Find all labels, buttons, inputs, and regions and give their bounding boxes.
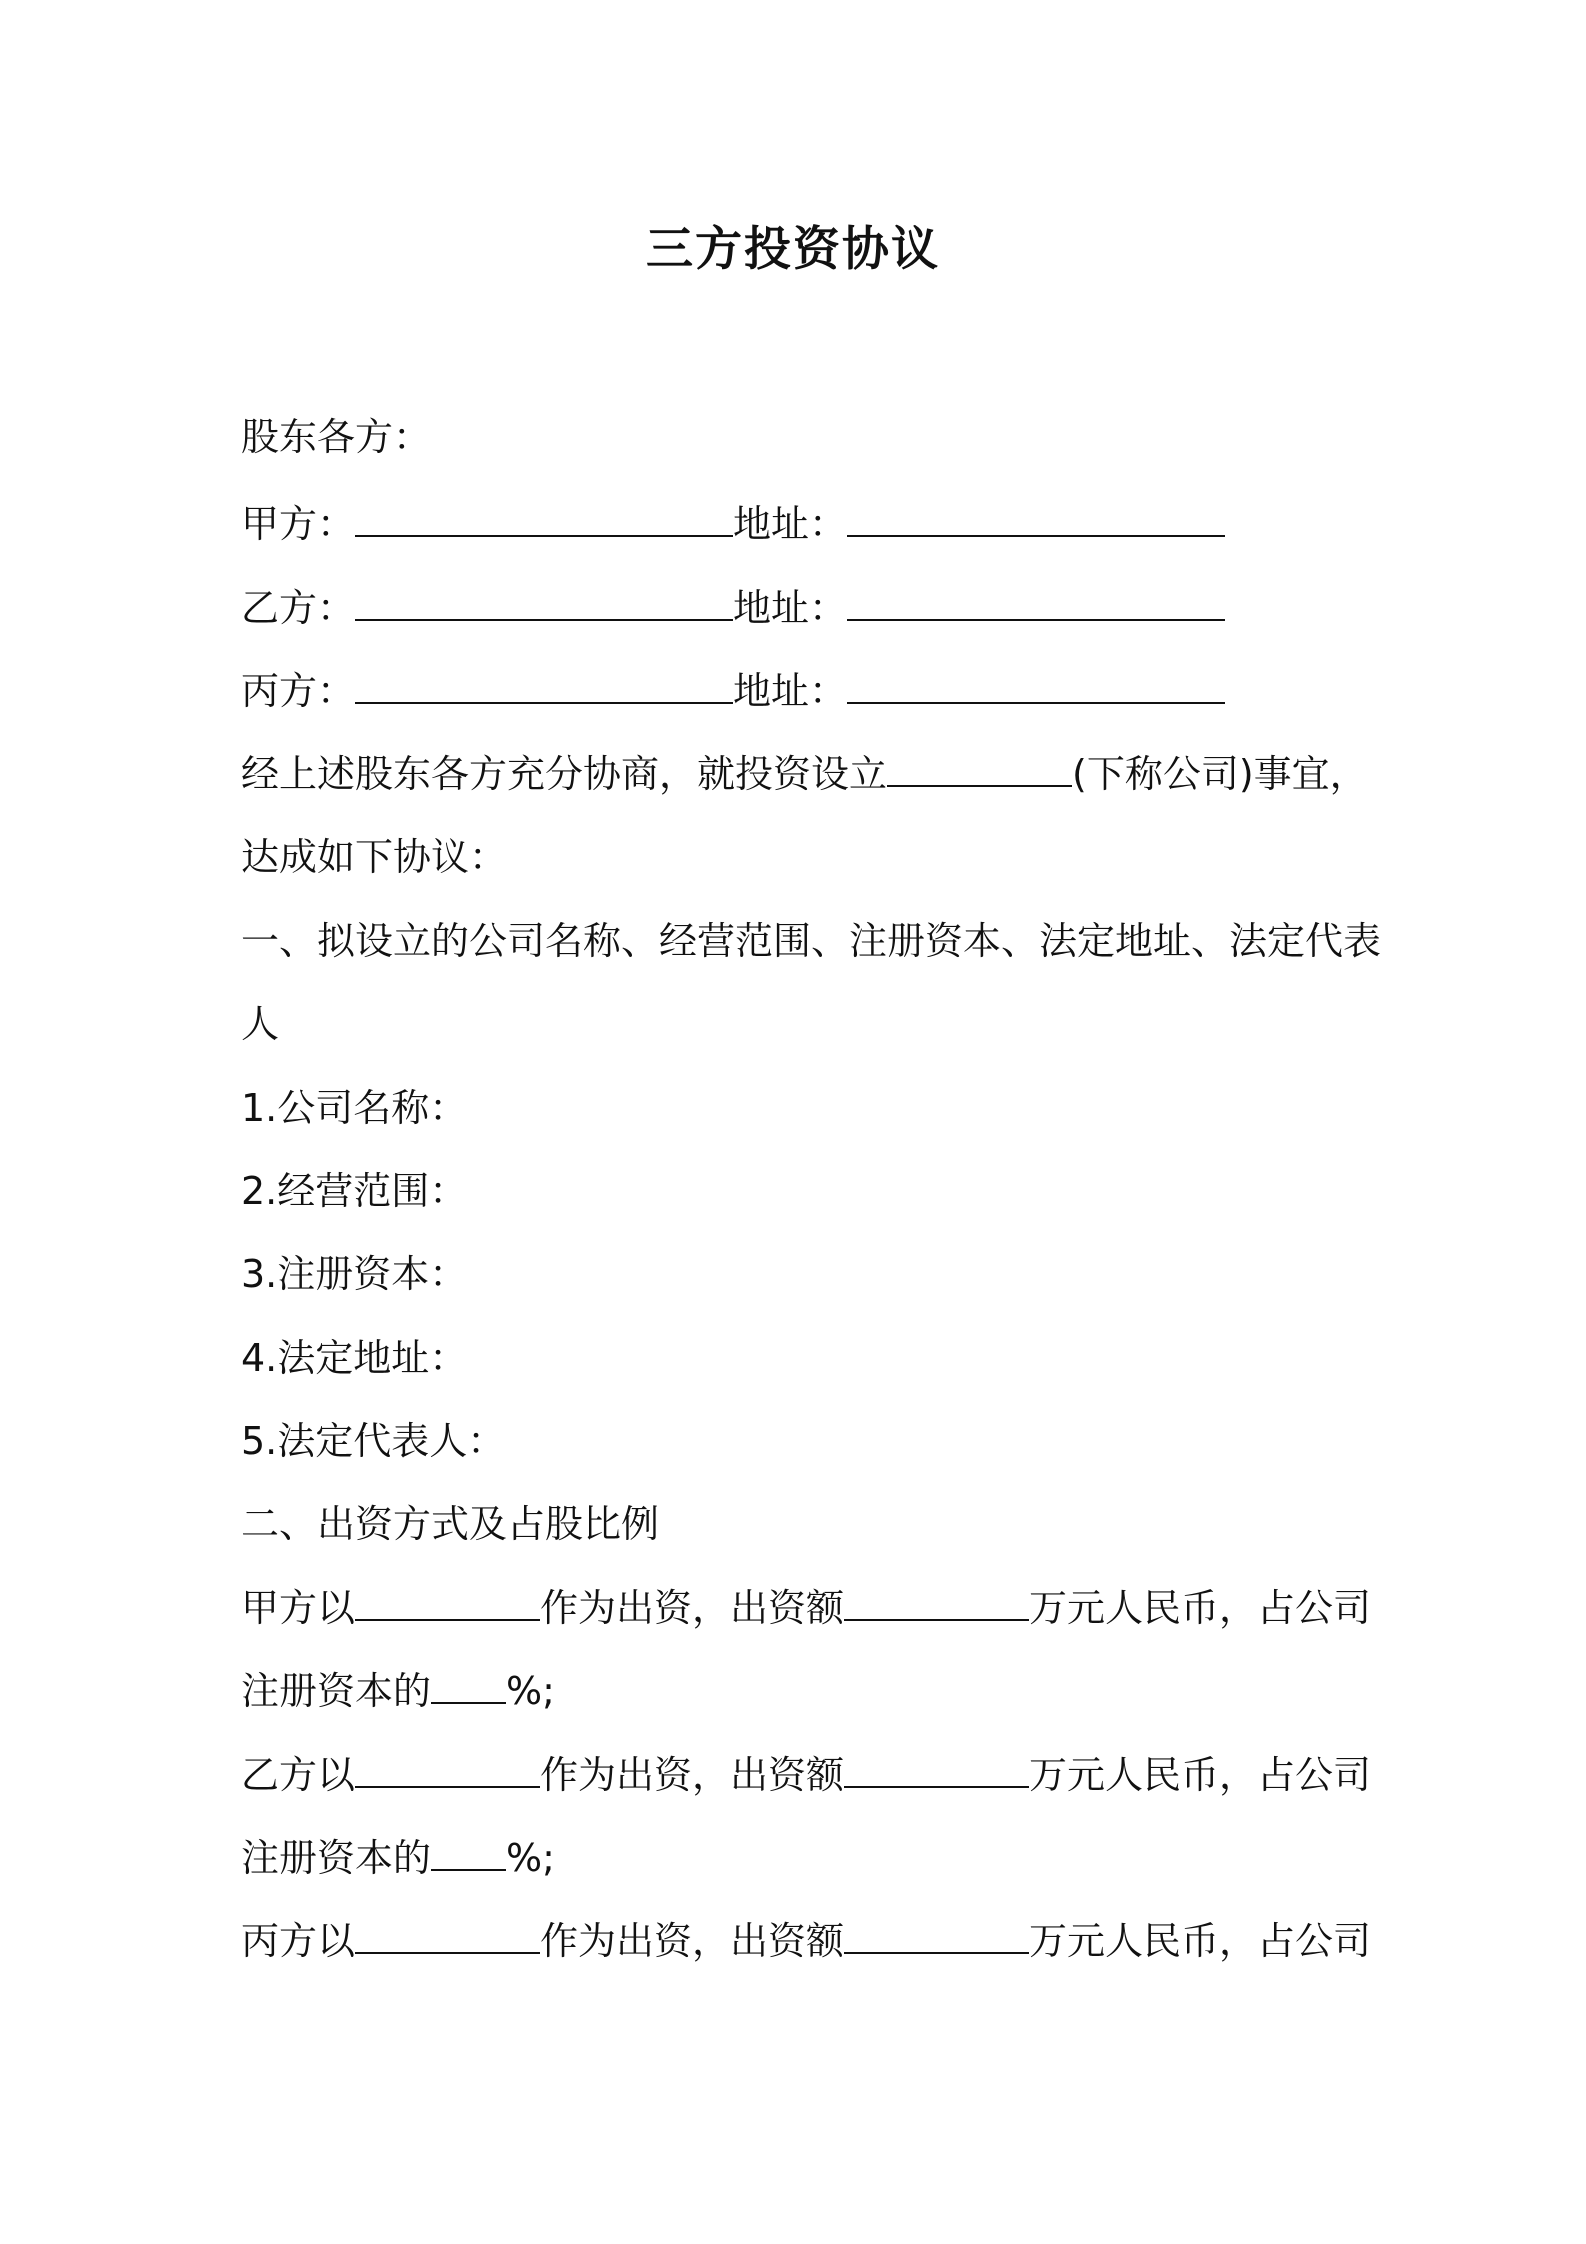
- contribution-b-amount-blank[interactable]: [844, 1750, 1029, 1788]
- contribution-a-share-blank[interactable]: [431, 1666, 506, 1704]
- contribution-a-method-blank[interactable]: [355, 1583, 540, 1621]
- contribution-b-mid: 作为出资，出资额: [540, 1753, 845, 1797]
- contribution-c-mid: 作为出资，出资额: [540, 1919, 845, 1963]
- party-b-address-blank[interactable]: [847, 583, 1225, 621]
- contribution-c-line-1: [241, 1916, 1371, 1966]
- document-title: 三方投资协议: [646, 222, 940, 277]
- contribution-c-method-blank[interactable]: [355, 1916, 540, 1954]
- party-a-row: [241, 499, 1225, 549]
- party-a-address-label: 地址：: [733, 502, 848, 546]
- contribution-b-tail: 万元人民币，占公司: [1029, 1753, 1372, 1797]
- item-business-scope: 2.经营范围：: [241, 1169, 468, 1213]
- contribution-b-party: 乙方以: [241, 1753, 356, 1797]
- contribution-a-share-pre: 注册资本的: [241, 1669, 432, 1713]
- party-a-name-blank[interactable]: [355, 499, 733, 537]
- contribution-b-share-pre: 注册资本的: [241, 1836, 432, 1880]
- party-c-name-blank[interactable]: [355, 666, 733, 704]
- party-a-label: 甲方：: [241, 502, 356, 546]
- contribution-c-party: 丙方以: [241, 1919, 356, 1963]
- party-a-address-blank[interactable]: [847, 499, 1225, 537]
- item-registered-capital: 3.注册资本：: [241, 1252, 468, 1296]
- contribution-a-mid: 作为出资，出资额: [540, 1586, 845, 1630]
- section-1-heading: 一、拟设立的公司名称、经营范围、注册资本、法定地址、法定代表: [241, 919, 1382, 963]
- contribution-b-line-2: [241, 1833, 555, 1883]
- contribution-a-line-2: [241, 1666, 555, 1716]
- contribution-a-party: 甲方以: [241, 1586, 356, 1630]
- contribution-c-tail: 万元人民币，占公司: [1029, 1919, 1372, 1963]
- item-legal-representative: 5.法定代表人：: [241, 1419, 506, 1463]
- contribution-b-method-blank[interactable]: [355, 1750, 540, 1788]
- section-1-heading-cont: 人: [241, 1002, 280, 1046]
- contribution-a-share-post: %;: [506, 1669, 555, 1713]
- party-c-label: 丙方：: [241, 669, 356, 713]
- company-name-blank[interactable]: [887, 749, 1072, 787]
- item-legal-address: 4.法定地址：: [241, 1336, 468, 1380]
- party-c-address-blank[interactable]: [847, 666, 1225, 704]
- party-b-label: 乙方：: [241, 586, 356, 630]
- party-c-row: [241, 666, 1225, 716]
- party-b-name-blank[interactable]: [355, 583, 733, 621]
- party-c-address-label: 地址：: [733, 669, 848, 713]
- intro-part-1: 经上述股东各方充分协商，就投资设立: [241, 752, 888, 796]
- intro-part-2: (下称公司)事宜，: [1072, 752, 1368, 796]
- section-2-heading: 二、出资方式及占股比例: [241, 1502, 660, 1546]
- parties-heading: 股东各方：: [241, 415, 432, 459]
- contribution-a-line-1: [241, 1583, 1371, 1633]
- party-b-address-label: 地址：: [733, 586, 848, 630]
- party-b-row: [241, 583, 1225, 633]
- contribution-a-tail: 万元人民币，占公司: [1029, 1586, 1372, 1630]
- contribution-b-share-post: %;: [506, 1836, 555, 1880]
- contribution-b-line-1: [241, 1750, 1371, 1800]
- contribution-b-share-blank[interactable]: [431, 1833, 506, 1871]
- intro-line-2: 达成如下协议：: [241, 835, 508, 879]
- contribution-c-amount-blank[interactable]: [844, 1916, 1029, 1954]
- item-company-name: 1.公司名称：: [241, 1086, 468, 1130]
- intro-line-1: [241, 749, 1368, 799]
- contribution-a-amount-blank[interactable]: [844, 1583, 1029, 1621]
